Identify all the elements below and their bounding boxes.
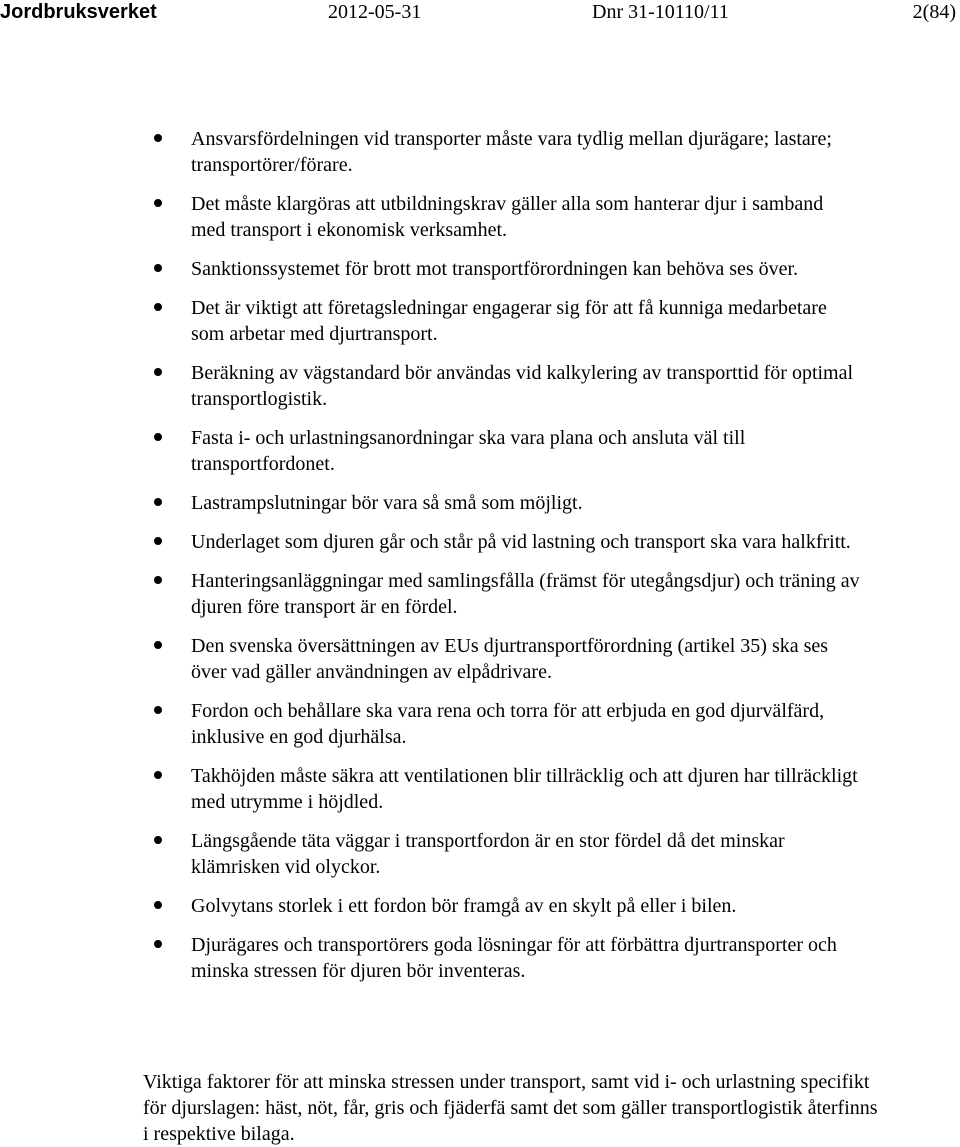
bullet-icon [154, 264, 162, 272]
list-item-text: Fordon och behållare ska vara rena och torra för att erbjuda en god djurvälfärd, inklusive en god djurhälsa. [191, 700, 825, 748]
list-item [0, 425, 960, 477]
bullet-icon [154, 433, 162, 441]
bullet-icon [154, 771, 162, 779]
page-number: 2(84) [912, 1, 956, 23]
bullet-icon [154, 901, 162, 909]
list-item-text: Fasta i- och urlastningsanordningar ska vara plana och ansluta väl till transportfordonet. [191, 427, 746, 475]
list-item [0, 191, 960, 243]
bullet-icon [154, 641, 162, 649]
list-item [0, 295, 960, 347]
list-item [0, 932, 960, 984]
list-item-text: Golvytans storlek i ett fordon bör framgå av en skylt på eller i bilen. [191, 895, 737, 917]
list-item [0, 490, 960, 516]
list-item [0, 256, 960, 282]
list-item [0, 568, 960, 620]
list-item-text: Beräkning av vägstandard bör användas vid kalkylering av transporttid för optimal transportlogistik. [191, 362, 854, 410]
list-item-text: Djurägares och transportörers goda lösningar för att förbättra djurtransporter och minska stressen för djuren bör inventeras. [191, 934, 837, 982]
list-item-text: Den svenska översättningen av EUs djurtransportförordning (artikel 35) ska ses över vad gäller användningen av elpådrivare. [191, 635, 829, 683]
bullet-icon [154, 576, 162, 584]
list-item [0, 763, 960, 815]
bullet-icon [154, 940, 162, 948]
closing-paragraph: Viktiga faktorer för att minska stressen under transport, samt vid i- och urlastning specifikt för djurslagen: häst, nöt, får, gris och fjäderfä samt det som gäller transportlogistik återfinns i respektive bilaga. [143, 1071, 878, 1145]
bullet-icon [154, 134, 162, 142]
list-item-text: Längsgående täta väggar i transportfordon är en stor fördel då det minskar klämrisken vid olyckor. [191, 830, 785, 878]
list-item [0, 633, 960, 685]
bullet-icon [154, 836, 162, 844]
bullet-icon [154, 368, 162, 376]
list-item-text: Det måste klargöras att utbildningskrav gäller alla som hanterar djur i samband med transport i ekonomisk verksamhet. [191, 193, 824, 241]
list-item-text: Lastrampslutningar bör vara så små som möjligt. [191, 492, 583, 514]
list-item [0, 529, 960, 555]
list-item-text: Sanktionssystemet för brott mot transportförordningen kan behöva ses över. [191, 258, 799, 280]
bullet-list [0, 126, 960, 997]
list-item-text: Det är viktigt att företagsledningar engagerar sig för att få kunniga medarbetare som arbetar med djurtransport. [191, 297, 827, 345]
document-date: 2012-05-31 [328, 1, 422, 23]
bullet-icon [154, 303, 162, 311]
bullet-icon [154, 537, 162, 545]
page-header [0, 0, 960, 28]
document-number: Dnr 31-10110/11 [592, 1, 729, 23]
list-item [0, 698, 960, 750]
list-item [0, 126, 960, 178]
bullet-icon [154, 199, 162, 207]
list-item [0, 360, 960, 412]
list-item [0, 828, 960, 880]
organization-name: Jordbruksverket [0, 1, 157, 23]
list-item-text: Underlaget som djuren går och står på vid lastning och transport ska vara halkfritt. [191, 531, 851, 553]
list-item [0, 893, 960, 919]
list-item-text: Takhöjden måste säkra att ventilationen blir tillräcklig och att djuren har tillräckligt med utrymme i höjdled. [191, 765, 858, 813]
list-item-text: Ansvarsfördelningen vid transporter måste vara tydlig mellan djurägare; lastare; transportörer/förare. [191, 128, 832, 176]
list-item-text: Hanteringsanläggningar med samlingsfålla (främst för utegångsdjur) och träning av djuren före transport är en fördel. [191, 570, 860, 618]
bullet-icon [154, 498, 162, 506]
bullet-icon [154, 706, 162, 714]
